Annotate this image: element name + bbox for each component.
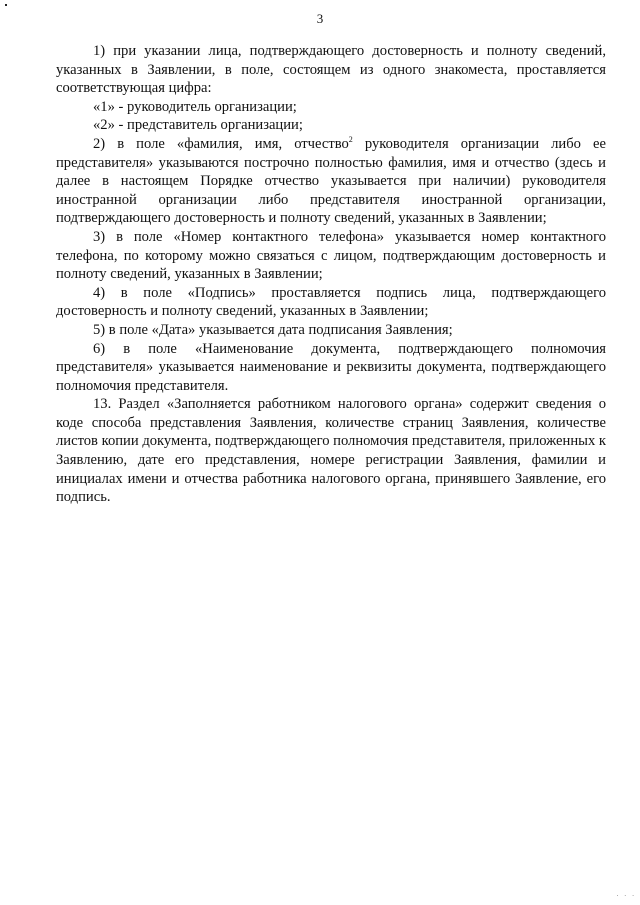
footnote-marker: 2 <box>348 135 353 145</box>
paragraph-3: 3) в поле «Номер контактного телефона» указывается номер контактного телефона, по которому можно связаться с лицом, подтверждающим достоверность и полноту сведений, указанных в Заявлении; <box>56 228 606 283</box>
document-body <box>56 42 606 507</box>
page-number: 3 <box>316 11 324 26</box>
paragraph-1: 1) при указании лица, подтверждающего достоверность и полноту сведений, указанных в Заявлении, в поле, состоящем из одного знакоместа, проставляется соответствующая цифра: <box>56 43 606 97</box>
paragraph-13: 13. Раздел «Заполняется работником налогового органа» содержит сведения о коде способа представления Заявления, количестве страниц Заявления, количестве листов копии документа, подтверждающего полномочия представителя, приложенных к Заявлению, дате его представления, номере регистрации Заявления, фамилии и инициалах имени и отчества работника налогового органа, принявшего Заявление, его подпись. <box>56 396 606 506</box>
paragraph-2 <box>56 135 606 228</box>
list-item-2: «2» - представитель организации; <box>93 117 303 134</box>
scan-artifact-dots: · · · <box>616 893 636 900</box>
paragraph-6: 6) в поле «Наименование документа, подтверждающего полномочия представителя» указывается наименование и реквизиты документа, подтверждающего полномочия представителя. <box>56 340 606 394</box>
paragraph-5: 5) в поле «Дата» указывается дата подписания Заявления; <box>93 321 453 338</box>
paragraph-2-start: 2) в поле «фамилия, имя, отчество <box>93 135 349 152</box>
paragraph-2-end: руководителя организации либо ее представителя» указываются построчно полностью фамилия, имя и отчество (здесь и далее в настоящем Порядке отчество указывается при наличии) руководителя иностранной организации либо представителя иностранной организации, подтверждающего достоверность и полноту сведений, указанных в Заявлении; <box>56 135 606 227</box>
scan-speck <box>5 4 7 6</box>
paragraph-4: 4) в поле «Подпись» проставляется подпись лица, подтверждающего достоверность и полноту сведений, указанных в Заявлении; <box>56 284 606 320</box>
list-item-1: «1» - руководитель организации; <box>93 98 297 115</box>
